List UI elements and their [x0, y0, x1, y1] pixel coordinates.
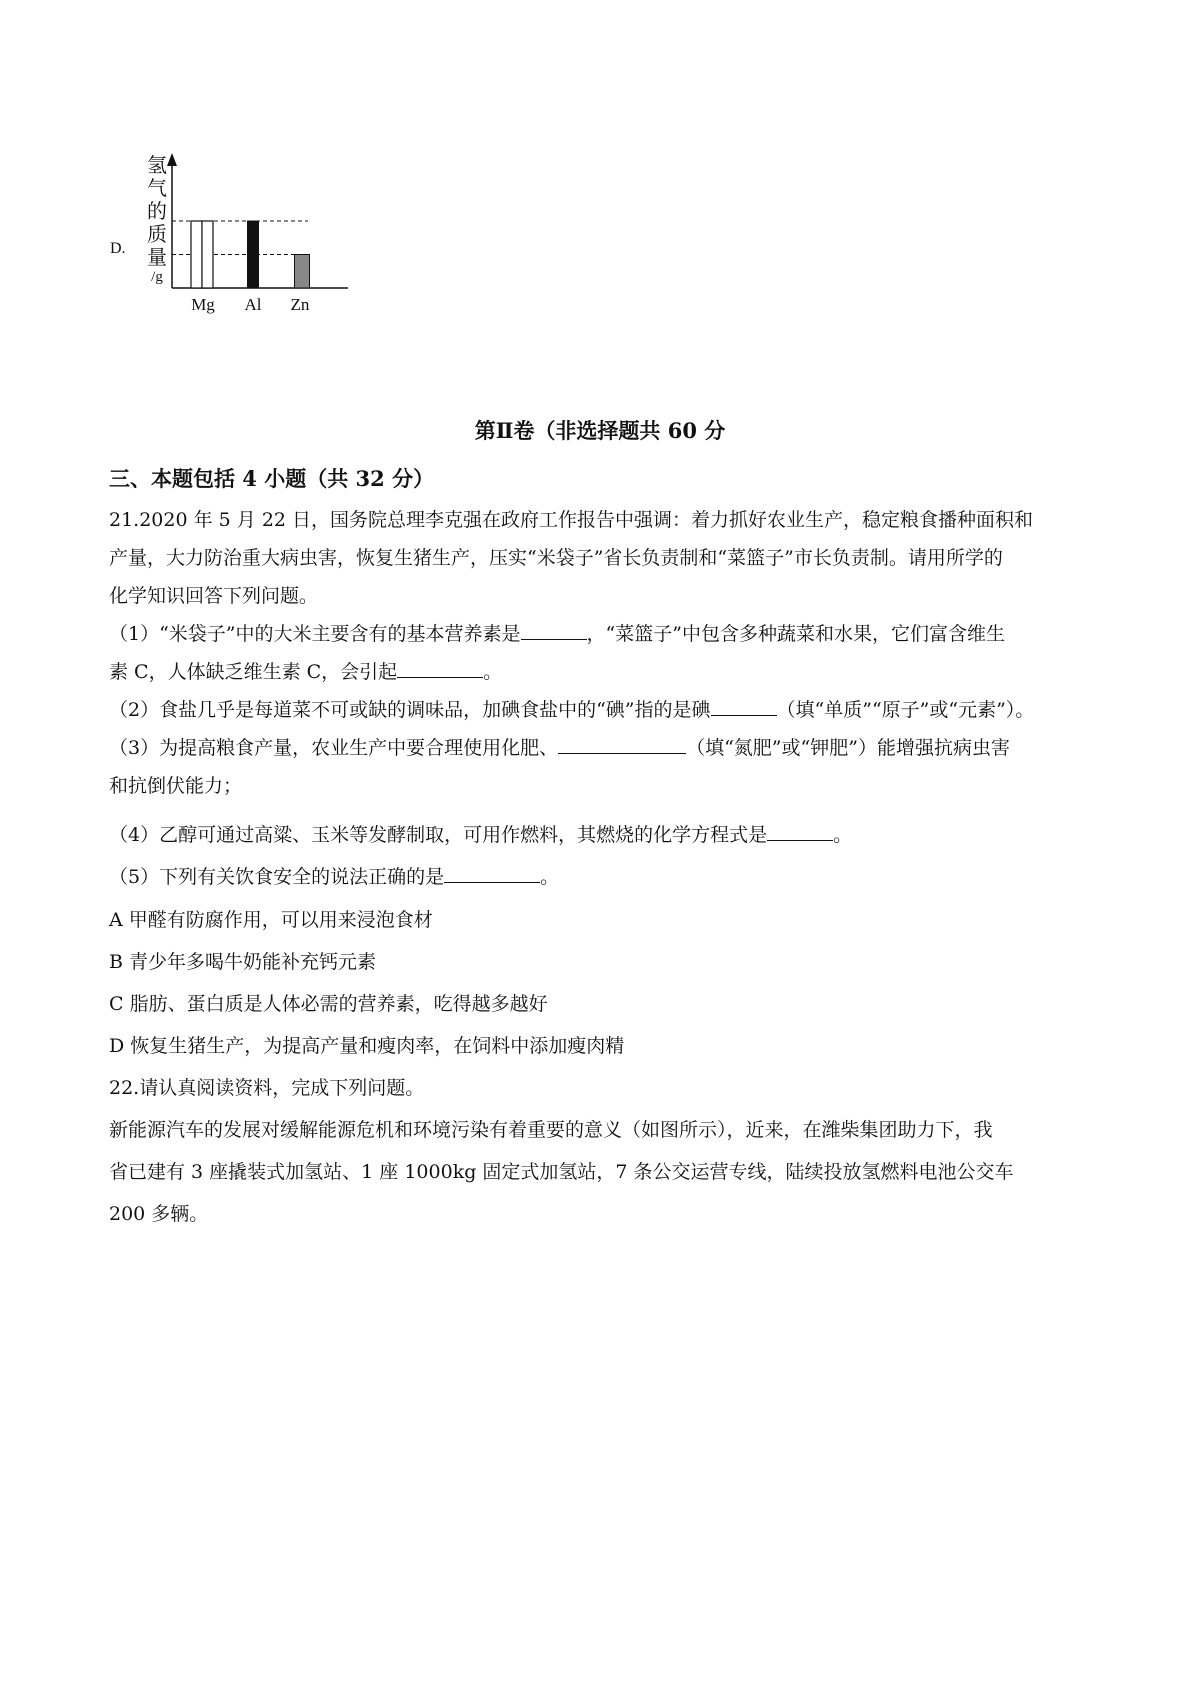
q21-part-2: [109, 695, 1034, 722]
hydrogen-mass-bar-chart: [0, 0, 400, 360]
q21-option-a: A 甲醛有防腐作用，可以用来浸泡食材: [109, 909, 433, 931]
x-tick-label: Zn: [290, 295, 310, 314]
section-title: 第Ⅱ卷（非选择题共 60 分: [474, 418, 726, 443]
q21-part-4-text: （4）乙醇可通过高粱、玉米等发酵制取，可用作燃料，其燃烧的化学方程式是: [109, 824, 768, 846]
ylabel-char: 气: [147, 176, 167, 200]
answer-blank[interactable]: [558, 734, 686, 754]
q22-paragraph-line-2: 省已建有 3 座撬装式加氢站、1 座 1000kg 固定式加氢站，7 条公交运营专线，陆续投放氢燃料电池公交车: [109, 1161, 1014, 1183]
q21-part-1-text: 素 C，人体缺乏维生素 C，会引起: [109, 661, 398, 683]
q22-paragraph-line-1: 新能源汽车的发展对缓解能源危机和环境污染有着重要的意义（如图所示），近来，在潍柴集团助力下，我: [109, 1119, 993, 1141]
answer-blank[interactable]: [767, 821, 833, 841]
q21-part-4-text: 。: [833, 824, 853, 846]
y-axis-arrow: [167, 153, 177, 166]
ylabel-char: 的: [147, 199, 167, 223]
q21-part-1-cont: [109, 657, 502, 684]
answer-blank[interactable]: [711, 696, 777, 716]
q21-part-4: [109, 820, 852, 847]
answer-blank[interactable]: [444, 863, 540, 883]
ylabel-char: 氢: [147, 153, 167, 177]
q21-intro-line-2: 产量，大力防治重大病虫害，恢复生猪生产，压实“米袋子”省长负责制和“菜篮子”市长负责制。请用所学的: [109, 547, 1003, 569]
q21-intro-line-3: 化学知识回答下列问题。: [109, 585, 319, 607]
ylabel-char: 量: [147, 245, 167, 269]
q21-part-5: [109, 862, 559, 889]
ylabel-char: 质: [147, 222, 167, 246]
q21-part-2-text: （2）食盐几乎是每道菜不可或缺的调味品，加碘食盐中的“碘”指的是碘: [109, 699, 711, 721]
ylabel-unit: /g: [151, 269, 163, 285]
q21-part-3: [109, 733, 1010, 760]
q21-part-5-text: （5）下列有关饮食安全的说法正确的是: [109, 866, 445, 888]
q22-paragraph-line-3: 200 多辆。: [109, 1203, 209, 1225]
bar-mg: [202, 221, 213, 288]
q21-part-1-text: 。: [483, 661, 503, 683]
x-tick-label: Mg: [191, 295, 215, 314]
q21-part-1-text: ，“菜篮子”中包含多种蔬菜和水果，它们富含维生: [586, 623, 1005, 645]
answer-blank[interactable]: [397, 658, 483, 678]
q22-title: 22.请认真阅读资料，完成下列问题。: [109, 1077, 425, 1099]
q21-option-b: B 青少年多喝牛奶能补充钙元素: [109, 951, 377, 973]
q21-intro-line-1: 21.2020 年 5 月 22 日，国务院总理李克强在政府工作报告中强调：着力抓好农业生产，稳定粮食播种面积和: [109, 509, 1034, 531]
q21-part-3-text: （填“氮肥”或“钾肥”）能增强抗病虫害: [686, 737, 1010, 759]
q21-part-3-text: （3）为提高粮食产量，农业生产中要合理使用化肥、: [109, 737, 559, 759]
option-d-label: D.: [110, 240, 126, 257]
q21-option-c: C 脂肪、蛋白质是人体必需的营养素，吃得越多越好: [109, 993, 548, 1015]
q21-part-1: [109, 619, 1005, 646]
bar-zn: [295, 255, 310, 289]
q21-option-d: D 恢复生猪生产，为提高产量和瘦肉率，在饲料中添加瘦肉精: [109, 1035, 625, 1057]
part-title: 三、本题包括 4 小题（共 32 分）: [109, 466, 435, 491]
q21-part-2-text: （填“单质”“原子”或“元素”）。: [776, 699, 1035, 721]
answer-blank[interactable]: [521, 620, 587, 640]
q21-part-3-cont: 和抗倒伏能力；: [109, 775, 243, 797]
bar-al: [248, 221, 259, 288]
x-tick-label: Al: [244, 295, 262, 314]
q21-part-1-text: （1）“米袋子”中的大米主要含有的基本营养素是: [109, 623, 521, 645]
q21-part-5-text: 。: [540, 866, 560, 888]
bar-mg: [191, 221, 202, 288]
